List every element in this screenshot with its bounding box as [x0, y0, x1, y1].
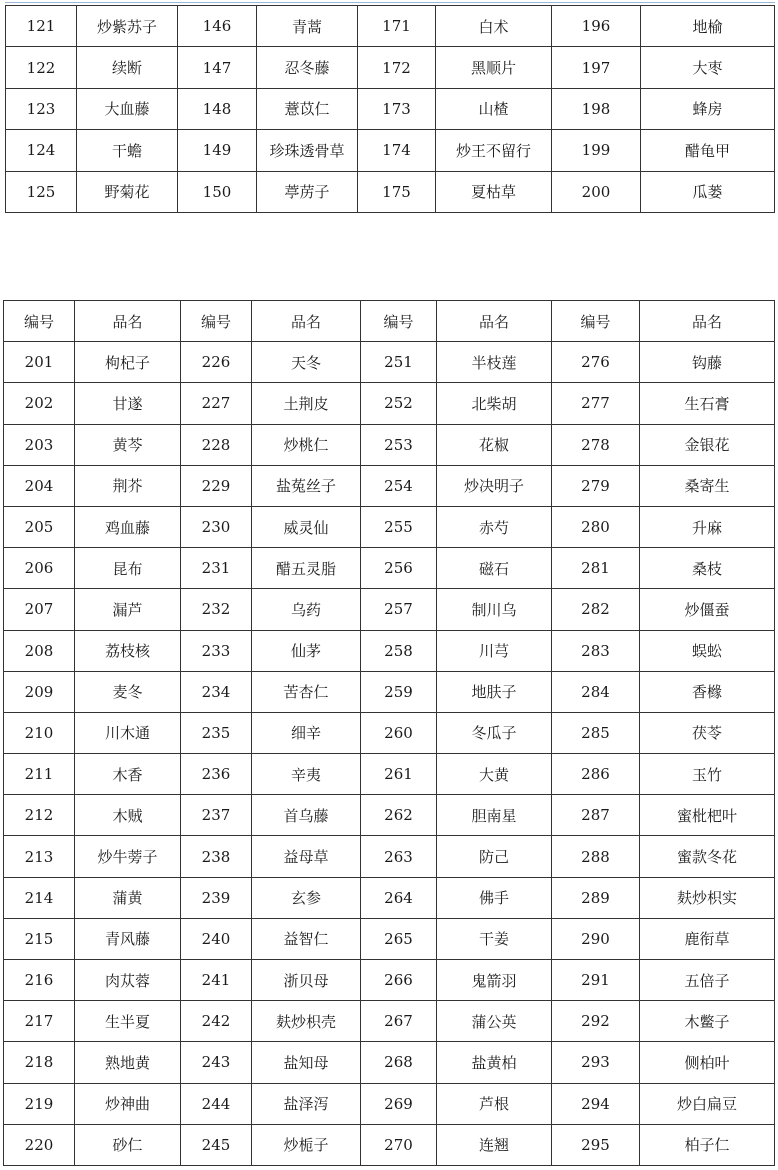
- item-name-cell: 炒神曲: [75, 1083, 181, 1124]
- table-row: [4, 836, 775, 877]
- item-number-cell: 208: [4, 630, 75, 671]
- item-name-cell: 桑寄生: [640, 465, 775, 506]
- item-number-cell: 283: [552, 630, 640, 671]
- item-name-cell: 玉竹: [640, 754, 775, 795]
- item-number-cell: 290: [552, 918, 640, 959]
- item-name-cell: 荆芥: [75, 465, 181, 506]
- item-name-cell: 蒲黄: [75, 877, 181, 918]
- item-number-cell: 238: [181, 836, 252, 877]
- item-number-cell: 281: [552, 548, 640, 589]
- item-name-cell: 辛夷: [252, 754, 361, 795]
- item-name-cell: 苦杏仁: [252, 671, 361, 712]
- header-number: 编号: [4, 301, 75, 342]
- item-number-cell: 288: [552, 836, 640, 877]
- item-name-cell: 盐知母: [252, 1042, 361, 1083]
- item-number-cell: 196: [552, 6, 641, 47]
- item-number-cell: 287: [552, 795, 640, 836]
- item-number-cell: 211: [4, 754, 75, 795]
- table-row: [6, 171, 775, 212]
- item-number-cell: 209: [4, 671, 75, 712]
- item-number-cell: 202: [4, 383, 75, 424]
- item-number-cell: 219: [4, 1083, 75, 1124]
- item-number-cell: 124: [6, 130, 77, 171]
- item-number-cell: 279: [552, 465, 640, 506]
- item-name-cell: 生石膏: [640, 383, 775, 424]
- item-name-cell: 乌药: [252, 589, 361, 630]
- item-name-cell: 麸炒枳实: [640, 877, 775, 918]
- item-number-cell: 280: [552, 506, 640, 547]
- item-name-cell: 大黄: [437, 754, 552, 795]
- item-number-cell: 257: [361, 589, 437, 630]
- item-number-cell: 270: [361, 1124, 437, 1165]
- table-row: [4, 383, 775, 424]
- table-row: [4, 424, 775, 465]
- item-number-cell: 210: [4, 712, 75, 753]
- item-name-cell: 五倍子: [640, 960, 775, 1001]
- item-name-cell: 金银花: [640, 424, 775, 465]
- item-name-cell: 赤芍: [437, 506, 552, 547]
- item-name-cell: 砂仁: [75, 1124, 181, 1165]
- item-number-cell: 236: [181, 754, 252, 795]
- item-name-cell: 白术: [436, 6, 552, 47]
- item-number-cell: 121: [6, 6, 77, 47]
- item-name-cell: 益智仁: [252, 918, 361, 959]
- item-number-cell: 218: [4, 1042, 75, 1083]
- item-number-cell: 245: [181, 1124, 252, 1165]
- item-name-cell: 蜜枇杷叶: [640, 795, 775, 836]
- item-number-cell: 242: [181, 1001, 252, 1042]
- item-number-cell: 217: [4, 1001, 75, 1042]
- item-number-cell: 229: [181, 465, 252, 506]
- item-number-cell: 125: [6, 171, 77, 212]
- item-name-cell: 炒牛蒡子: [75, 836, 181, 877]
- item-number-cell: 216: [4, 960, 75, 1001]
- item-name-cell: 黄芩: [75, 424, 181, 465]
- item-number-cell: 207: [4, 589, 75, 630]
- item-number-cell: 212: [4, 795, 75, 836]
- item-name-cell: 玄参: [252, 877, 361, 918]
- item-number-cell: 201: [4, 342, 75, 383]
- item-name-cell: 鸡血藤: [75, 506, 181, 547]
- item-number-cell: 239: [181, 877, 252, 918]
- table-row: [6, 47, 775, 88]
- item-number-cell: 289: [552, 877, 640, 918]
- item-name-cell: 鹿衔草: [640, 918, 775, 959]
- item-number-cell: 252: [361, 383, 437, 424]
- item-number-cell: 294: [552, 1083, 640, 1124]
- item-number-cell: 122: [6, 47, 77, 88]
- item-name-cell: 熟地黄: [75, 1042, 181, 1083]
- table-row: [6, 130, 775, 171]
- item-name-cell: 醋五灵脂: [252, 548, 361, 589]
- item-number-cell: 262: [361, 795, 437, 836]
- table-row: [4, 1001, 775, 1042]
- item-name-cell: 香橼: [640, 671, 775, 712]
- item-name-cell: 蜜款冬花: [640, 836, 775, 877]
- item-name-cell: 炒僵蚕: [640, 589, 775, 630]
- item-name-cell: 仙茅: [252, 630, 361, 671]
- item-number-cell: 214: [4, 877, 75, 918]
- item-number-cell: 227: [181, 383, 252, 424]
- item-name-cell: 威灵仙: [252, 506, 361, 547]
- header-name: 品名: [75, 301, 181, 342]
- item-name-cell: 炒王不留行: [436, 130, 552, 171]
- item-name-cell: 炒决明子: [437, 465, 552, 506]
- item-name-cell: 大血藤: [77, 88, 178, 129]
- item-name-cell: 冬瓜子: [437, 712, 552, 753]
- item-number-cell: 215: [4, 918, 75, 959]
- table-row: [4, 795, 775, 836]
- item-name-cell: 木鳖子: [640, 1001, 775, 1042]
- item-number-cell: 254: [361, 465, 437, 506]
- item-name-cell: 蜂房: [641, 88, 775, 129]
- item-number-cell: 284: [552, 671, 640, 712]
- item-number-cell: 199: [552, 130, 641, 171]
- item-name-cell: 盐泽泻: [252, 1083, 361, 1124]
- item-number-cell: 259: [361, 671, 437, 712]
- item-name-cell: 青风藤: [75, 918, 181, 959]
- item-number-cell: 123: [6, 88, 77, 129]
- item-number-cell: 265: [361, 918, 437, 959]
- item-number-cell: 276: [552, 342, 640, 383]
- item-name-cell: 木香: [75, 754, 181, 795]
- item-name-cell: 木贼: [75, 795, 181, 836]
- item-number-cell: 258: [361, 630, 437, 671]
- table-row: [4, 506, 775, 547]
- item-name-cell: 葶苈子: [257, 171, 358, 212]
- item-name-cell: 茯苓: [640, 712, 775, 753]
- header-name: 品名: [437, 301, 552, 342]
- item-number-cell: 148: [178, 88, 257, 129]
- header-number: 编号: [181, 301, 252, 342]
- item-number-cell: 269: [361, 1083, 437, 1124]
- item-number-cell: 197: [552, 47, 641, 88]
- item-name-cell: 益母草: [252, 836, 361, 877]
- item-name-cell: 侧柏叶: [640, 1042, 775, 1083]
- item-number-cell: 231: [181, 548, 252, 589]
- item-number-cell: 282: [552, 589, 640, 630]
- item-name-cell: 炒桃仁: [252, 424, 361, 465]
- table-row: [4, 548, 775, 589]
- item-name-cell: 升麻: [640, 506, 775, 547]
- item-number-cell: 264: [361, 877, 437, 918]
- item-name-cell: 昆布: [75, 548, 181, 589]
- herb-table-121-200: [5, 5, 775, 213]
- item-name-cell: 肉苁蓉: [75, 960, 181, 1001]
- item-name-cell: 醋龟甲: [641, 130, 775, 171]
- item-name-cell: 细辛: [252, 712, 361, 753]
- table-row: [4, 918, 775, 959]
- table-row: [4, 1042, 775, 1083]
- table-row: [4, 877, 775, 918]
- header-number: 编号: [552, 301, 640, 342]
- item-number-cell: 266: [361, 960, 437, 1001]
- item-name-cell: 炒栀子: [252, 1124, 361, 1165]
- item-number-cell: 292: [552, 1001, 640, 1042]
- item-number-cell: 237: [181, 795, 252, 836]
- item-number-cell: 278: [552, 424, 640, 465]
- item-name-cell: 浙贝母: [252, 960, 361, 1001]
- item-name-cell: 土荆皮: [252, 383, 361, 424]
- item-number-cell: 146: [178, 6, 257, 47]
- item-name-cell: 麸炒枳壳: [252, 1001, 361, 1042]
- item-number-cell: 198: [552, 88, 641, 129]
- item-name-cell: 磁石: [437, 548, 552, 589]
- item-name-cell: 盐黄柏: [437, 1042, 552, 1083]
- item-number-cell: 277: [552, 383, 640, 424]
- item-number-cell: 291: [552, 960, 640, 1001]
- herb-table-201-295: [3, 300, 775, 1166]
- item-name-cell: 连翘: [437, 1124, 552, 1165]
- item-name-cell: 枸杞子: [75, 342, 181, 383]
- item-name-cell: 干蟾: [77, 130, 178, 171]
- table-row: [4, 465, 775, 506]
- header-name: 品名: [252, 301, 361, 342]
- item-name-cell: 生半夏: [75, 1001, 181, 1042]
- table-row: [4, 1124, 775, 1165]
- table-row: [6, 6, 775, 47]
- item-name-cell: 佛手: [437, 877, 552, 918]
- item-name-cell: 钩藤: [640, 342, 775, 383]
- item-name-cell: 制川乌: [437, 589, 552, 630]
- item-number-cell: 204: [4, 465, 75, 506]
- item-name-cell: 地榆: [641, 6, 775, 47]
- item-name-cell: 鬼箭羽: [437, 960, 552, 1001]
- header-name: 品名: [640, 301, 775, 342]
- item-number-cell: 228: [181, 424, 252, 465]
- item-number-cell: 233: [181, 630, 252, 671]
- item-name-cell: 首乌藤: [252, 795, 361, 836]
- item-number-cell: 260: [361, 712, 437, 753]
- item-number-cell: 293: [552, 1042, 640, 1083]
- item-number-cell: 150: [178, 171, 257, 212]
- item-name-cell: 天冬: [252, 342, 361, 383]
- item-number-cell: 295: [552, 1124, 640, 1165]
- item-name-cell: 黑顺片: [436, 47, 552, 88]
- item-number-cell: 171: [358, 6, 436, 47]
- item-number-cell: 253: [361, 424, 437, 465]
- table-row: [4, 589, 775, 630]
- item-number-cell: 200: [552, 171, 641, 212]
- item-number-cell: 286: [552, 754, 640, 795]
- table-row: [6, 88, 775, 129]
- item-name-cell: 芦根: [437, 1083, 552, 1124]
- item-name-cell: 炒紫苏子: [77, 6, 178, 47]
- item-name-cell: 桑枝: [640, 548, 775, 589]
- item-name-cell: 漏芦: [75, 589, 181, 630]
- item-number-cell: 285: [552, 712, 640, 753]
- table-row: [4, 1083, 775, 1124]
- table-row: [4, 960, 775, 1001]
- item-name-cell: 防己: [437, 836, 552, 877]
- item-number-cell: 267: [361, 1001, 437, 1042]
- item-name-cell: 地肤子: [437, 671, 552, 712]
- table-row: [4, 671, 775, 712]
- item-name-cell: 瓜蒌: [641, 171, 775, 212]
- item-number-cell: 244: [181, 1083, 252, 1124]
- item-name-cell: 半枝莲: [437, 342, 552, 383]
- item-number-cell: 149: [178, 130, 257, 171]
- item-name-cell: 荔枝核: [75, 630, 181, 671]
- header-row: [4, 301, 775, 342]
- item-name-cell: 忍冬藤: [257, 47, 358, 88]
- item-number-cell: 174: [358, 130, 436, 171]
- item-number-cell: 226: [181, 342, 252, 383]
- item-number-cell: 243: [181, 1042, 252, 1083]
- item-number-cell: 220: [4, 1124, 75, 1165]
- item-name-cell: 山楂: [436, 88, 552, 129]
- item-number-cell: 203: [4, 424, 75, 465]
- item-number-cell: 213: [4, 836, 75, 877]
- item-number-cell: 251: [361, 342, 437, 383]
- item-number-cell: 240: [181, 918, 252, 959]
- item-number-cell: 268: [361, 1042, 437, 1083]
- item-name-cell: 野菊花: [77, 171, 178, 212]
- item-number-cell: 234: [181, 671, 252, 712]
- header-number: 编号: [361, 301, 437, 342]
- table-row: [4, 754, 775, 795]
- table-row: [4, 712, 775, 753]
- item-name-cell: 柏子仁: [640, 1124, 775, 1165]
- item-number-cell: 232: [181, 589, 252, 630]
- item-name-cell: 蒲公英: [437, 1001, 552, 1042]
- item-name-cell: 花椒: [437, 424, 552, 465]
- item-name-cell: 麦冬: [75, 671, 181, 712]
- item-number-cell: 206: [4, 548, 75, 589]
- item-name-cell: 北柴胡: [437, 383, 552, 424]
- item-number-cell: 261: [361, 754, 437, 795]
- item-number-cell: 235: [181, 712, 252, 753]
- item-number-cell: 241: [181, 960, 252, 1001]
- item-name-cell: 干姜: [437, 918, 552, 959]
- item-name-cell: 炒白扁豆: [640, 1083, 775, 1124]
- item-number-cell: 230: [181, 506, 252, 547]
- item-number-cell: 147: [178, 47, 257, 88]
- item-name-cell: 薏苡仁: [257, 88, 358, 129]
- table-row: [4, 342, 775, 383]
- item-name-cell: 青蒿: [257, 6, 358, 47]
- item-name-cell: 川木通: [75, 712, 181, 753]
- page-top-edge-line: [5, 2, 775, 3]
- item-name-cell: 蜈蚣: [640, 630, 775, 671]
- item-name-cell: 甘遂: [75, 383, 181, 424]
- item-number-cell: 172: [358, 47, 436, 88]
- item-number-cell: 173: [358, 88, 436, 129]
- item-name-cell: 珍珠透骨草: [257, 130, 358, 171]
- item-name-cell: 续断: [77, 47, 178, 88]
- item-number-cell: 256: [361, 548, 437, 589]
- item-name-cell: 川芎: [437, 630, 552, 671]
- item-number-cell: 263: [361, 836, 437, 877]
- item-number-cell: 255: [361, 506, 437, 547]
- item-name-cell: 大枣: [641, 47, 775, 88]
- item-number-cell: 175: [358, 171, 436, 212]
- item-name-cell: 盐菟丝子: [252, 465, 361, 506]
- item-name-cell: 夏枯草: [436, 171, 552, 212]
- item-name-cell: 胆南星: [437, 795, 552, 836]
- item-number-cell: 205: [4, 506, 75, 547]
- table-row: [4, 630, 775, 671]
